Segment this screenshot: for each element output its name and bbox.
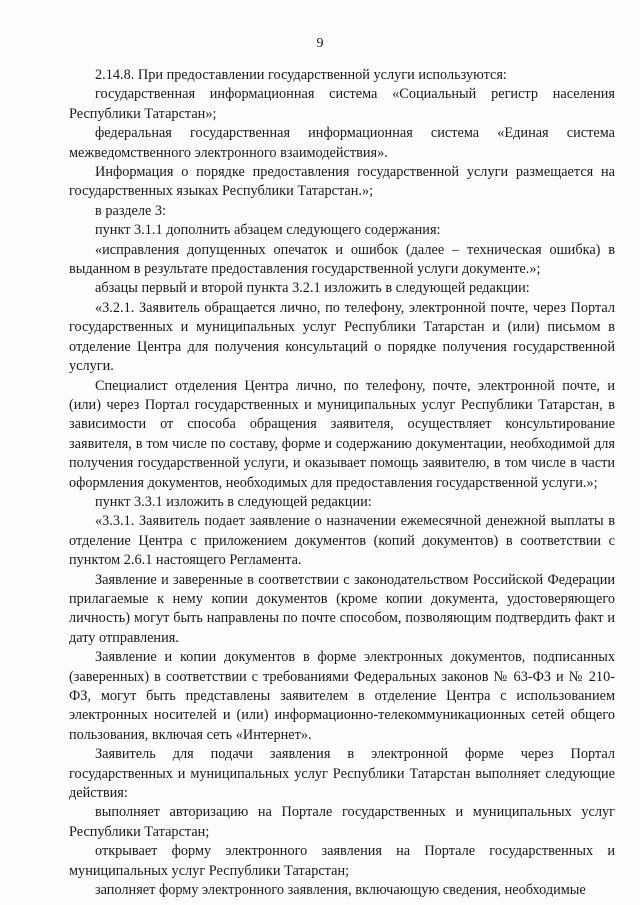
- paragraph-specialist: Специалист отделения Центра лично, по телефону, почте, электронной почте, и (или) через Портал государственных и муниципальных услуг Республики Татарстан, в зависимости от способа обращения заявителя, осуществляет консультирование заявителя, в том числе по составу, форме и содержанию документации, необходимой для получения государственной услуги, и оказывает помощь заявителю, в том числе в части оформления документов, необходимых для предоставления государственной услуги.»;: [69, 377, 615, 491]
- page-number: 9: [316, 36, 324, 51]
- paragraph-electronic-docs: Заявление и копии документов в форме электронных документов, подписанных (заверенных) в соответствии с требованиями Федеральных законов № 63-ФЗ и № 210-ФЗ, могут быть представлены заявителем в отделение Центра с использованием электронных носителей и (или) информационно-телекоммуникационных сетей общего пользования, включая сеть «Интернет».: [69, 649, 615, 743]
- document-body: [69, 66, 615, 900]
- paragraph-technical-error: «исправления допущенных опечаток и ошибок (далее – техническая ошибка) в выданном в результате предоставления государственной услуги документе.»;: [69, 241, 615, 278]
- paragraph-3-1-1-amend: пункт 3.1.1 дополнить абзацем следующего содержания:: [95, 222, 441, 239]
- paragraph-2-14-8: 2.14.8. При предоставлении государственной услуги используются:: [95, 67, 507, 83]
- paragraph-languages: Информация о порядке предоставления государственной услуги размещается на государственных языках Республики Татарстан.»;: [69, 164, 615, 200]
- paragraph-3-2-1-amend: абзацы первый и второй пункта 3.2.1 изложить в следующей редакции:: [95, 280, 530, 297]
- paragraph-authorization: выполняет авторизацию на Портале государственных и муниципальных услуг Республики Татарстан;: [69, 804, 615, 840]
- paragraph-section-3: в разделе 3:: [95, 202, 167, 219]
- paragraph-3-3-1: «3.3.1. Заявитель подает заявление о назначении ежемесячной денежной выплаты в отделение Центра с приложением документов (копий документов) в соответствии с пунктом 2.6.1 настоящего Регламента.: [69, 513, 615, 569]
- paragraph-fill-form: заполняет форму электронного заявления, включающую сведения, необходимые: [95, 882, 586, 899]
- paragraph-3-3-1-amend: пункт 3.3.1 изложить в следующей редакции:: [95, 493, 372, 510]
- paragraph-open-form: открывает форму электронного заявления на Портале государственных и муниципальных услуг Республики Татарстан;: [69, 843, 615, 879]
- paragraph-social-register: государственная информационная система «Социальный регистр населения Республики Татарстан»;: [69, 86, 615, 122]
- paragraph-mail: Заявление и заверенные в соответствии с законодательством Российской Федерации прилагаемые к нему копии документов (кроме копии документа, удостоверяющего личность) могут быть направлены по почте способом, позволяющим подтвердить факт и дату отправления.: [69, 571, 615, 646]
- paragraph-3-2-1: «3.2.1. Заявитель обращается лично, по телефону, электронной почте, через Портал государственных и муниципальных услуг Республики Татарстан и (или) письмом в отделение Центра для получения консультаций о порядке получения государственной услуги.: [69, 299, 615, 375]
- paragraph-smev: федеральная государственная информационная система «Единая система межведомственного электронного взаимодействия».: [69, 125, 615, 161]
- paragraph-portal-actions: Заявитель для подачи заявления в электронной форме через Портал государственных и муниципальных услуг Республики Татарстан выполняет следующие действия:: [69, 746, 615, 802]
